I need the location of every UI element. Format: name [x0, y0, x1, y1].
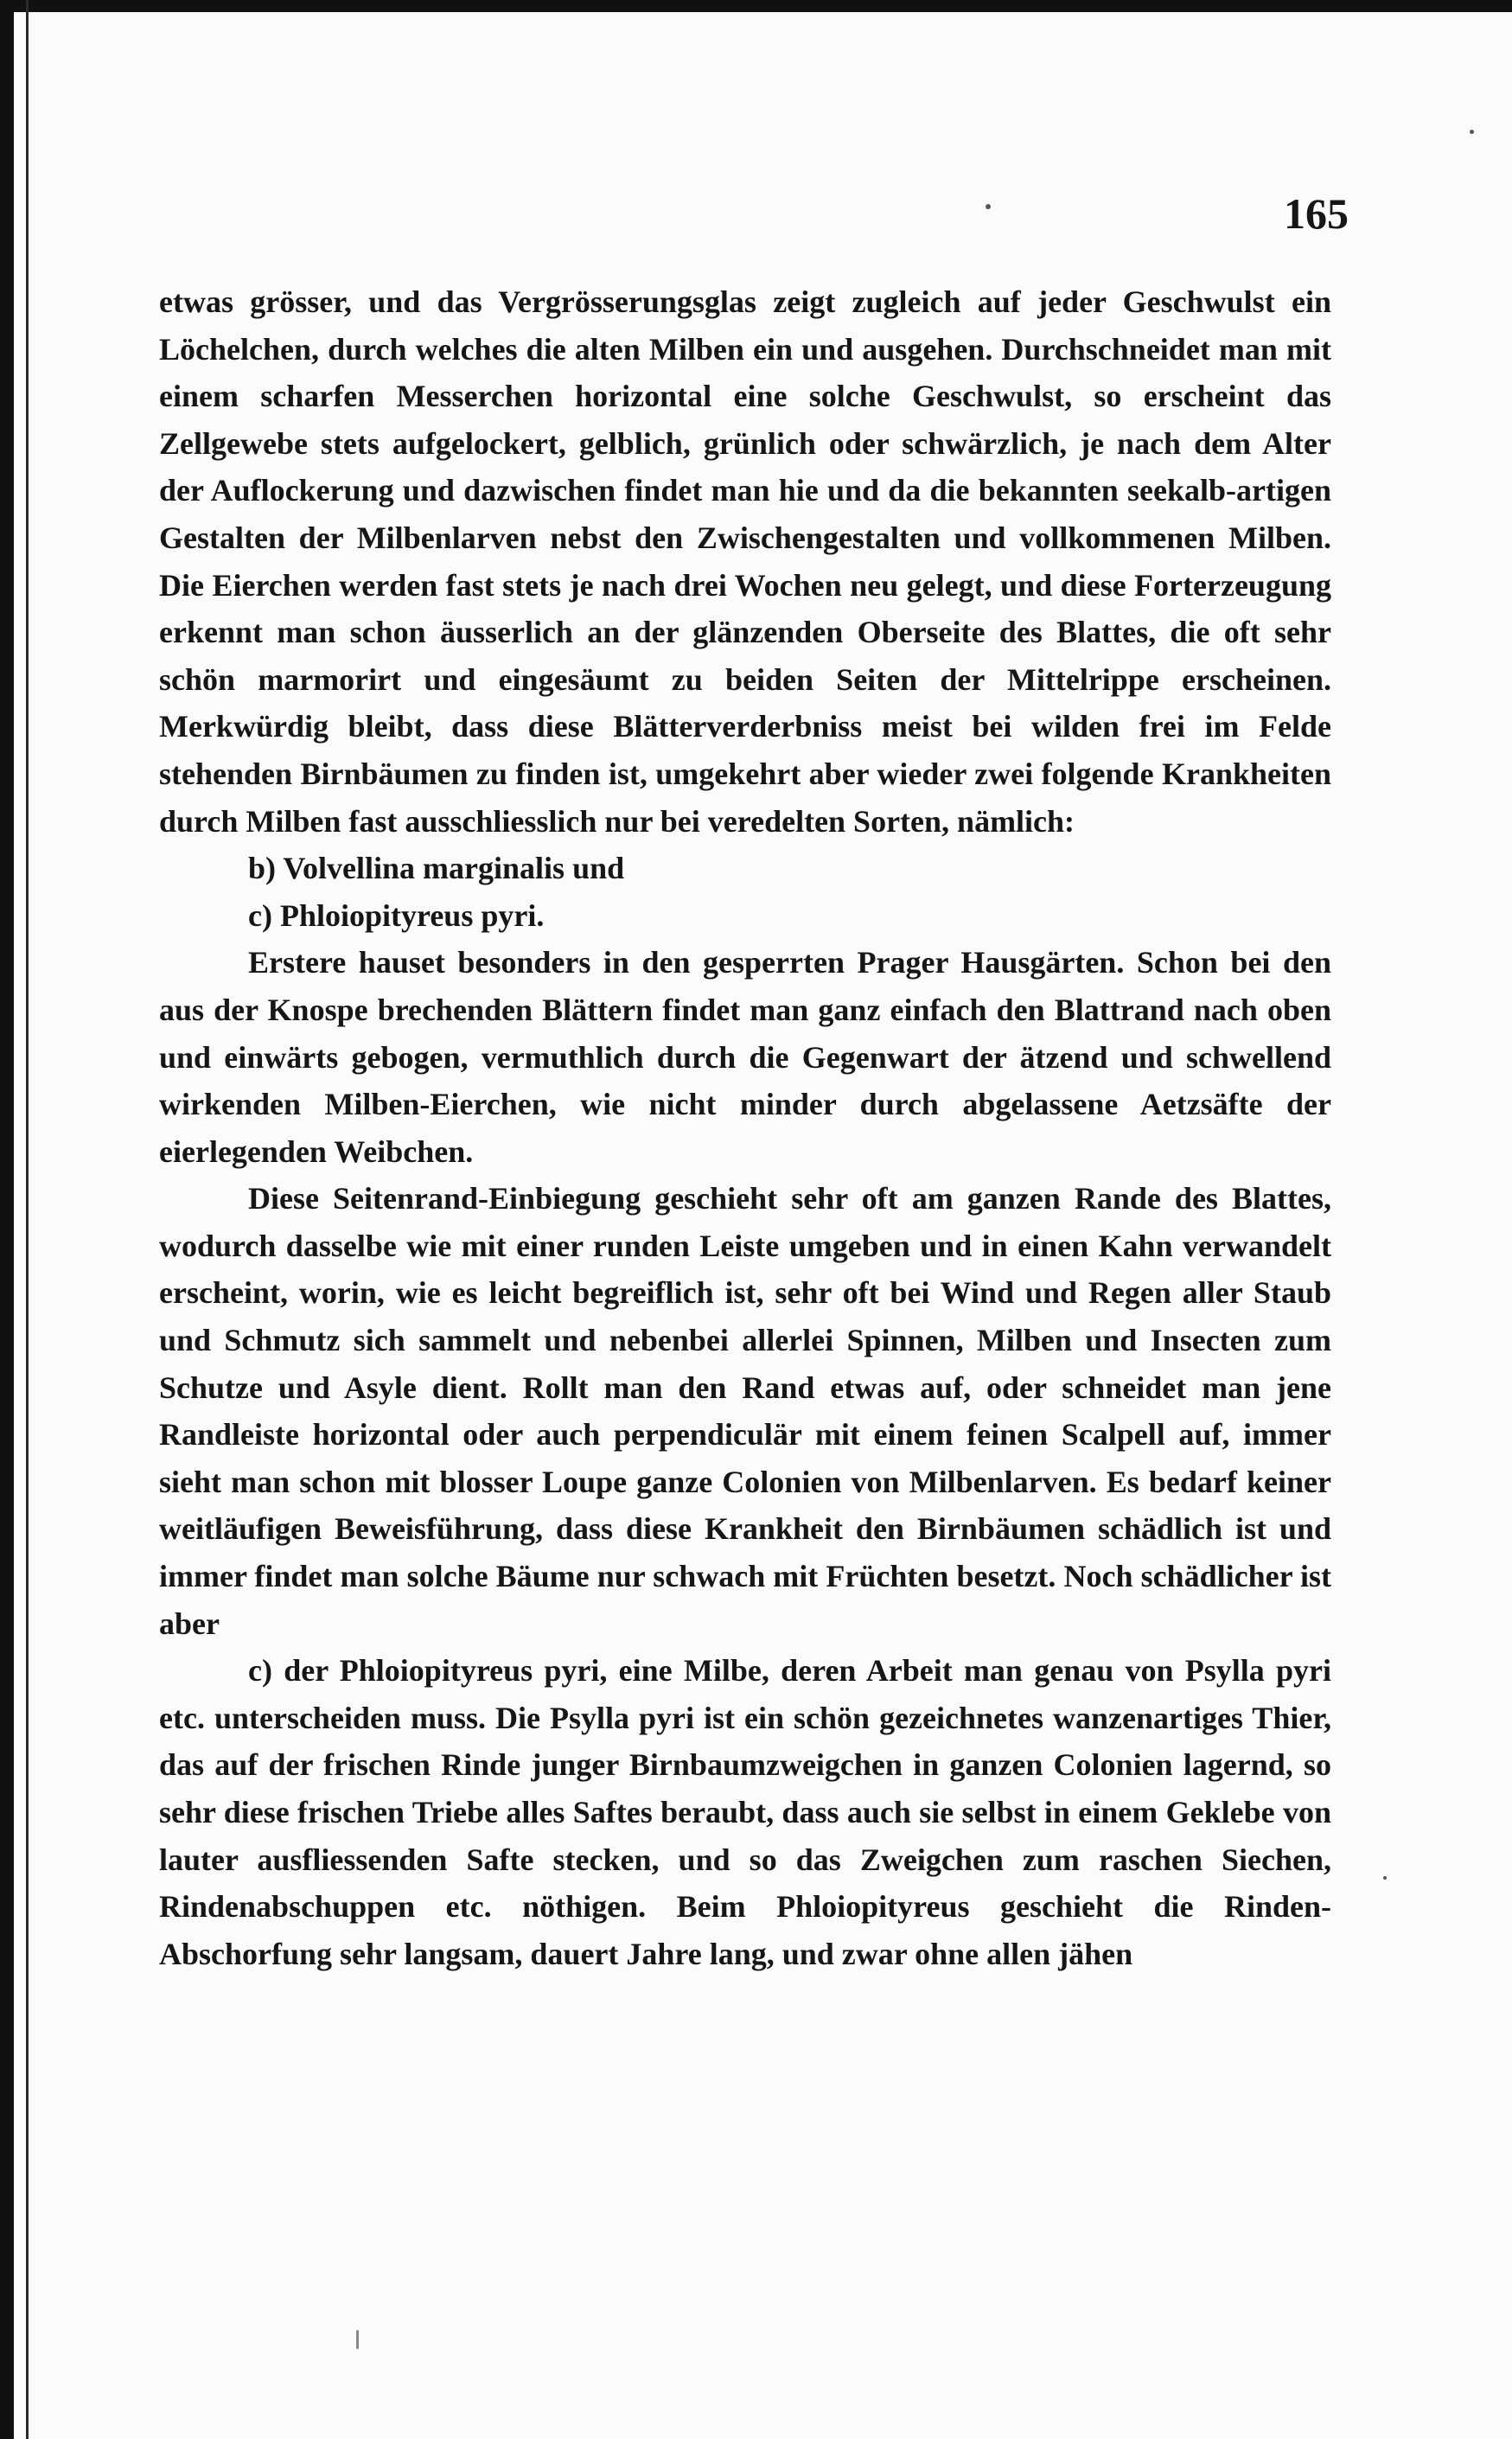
paragraph: Diese Seitenrand-Einbiegung geschieht sehr oft am ganzen Rande des Blattes, wodurch dasselbe wie mit einer runden Leiste umgeben und in einen Kahn verwandelt erscheint, worin, wie es leicht begreiflich ist, sehr oft bei Wind und Regen aller Staub und Schmutz sich sammelt und nebenbei allerlei Spinnen, Milben und Insecten zum Schutze und Asyle dient. Rollt man den Rand etwas auf, oder schneidet man jene Randleiste horizontal oder auch perpendiculär mit einem feinen Scalpell auf, immer sieht man schon mit blosser Loupe ganze Colonien von Milbenlarven. Es bedarf keiner weitläufigen Beweisführung, dass diese Krankheit den Birnbäumen schädlich ist und immer findet man solche Bäume nur schwach mit Früchten besetzt. Noch schädlicher ist aber — [159, 1181, 1331, 1641]
scan-speck — [1470, 130, 1474, 134]
list-item-c: c) Phloiopityreus pyri. — [248, 897, 545, 933]
scan-speck — [1383, 1876, 1387, 1880]
scan-border-top — [0, 0, 1512, 12]
paragraph: c) der Phloiopityreus pyri, eine Milbe, deren Arbeit man genau von Psylla pyri etc. unterscheiden muss. Die Psylla pyri ist ein schön gezeichnetes wanzenartiges Thier, das auf der frischen Rinde junger Birnbaumzweigchen in ganzen Colonien lagernd, so sehr diese frischen Triebe alles Saftes beraubt, dass auch sie selbst in einem Geklebe von lauter ausfliessenden Safte stecken, und so das Zweigchen zum raschen Siechen, Rindenabschuppen etc. nöthigen. Beim Phloiopityreus geschieht die Rinden-Abschorfung sehr langsam, dauert Jahre lang, und zwar ohne allen jähen — [159, 1653, 1331, 1971]
paragraph: Erstere hauset besonders in den gesperrten Prager Hausgärten. Schon bei den aus der Knospe brechenden Blättern findet man ganz einfach den Blattrand nach oben und einwärts gebogen, vermuthlich durch die Gegenwart der ätzend und schwellend wirkenden Milben-Eierchen, wie nicht minder durch abgelassene Aetzsäfte der eierlegenden Weibchen. — [159, 945, 1331, 1169]
page-number: 165 — [1284, 189, 1349, 238]
body-text — [159, 278, 1331, 1977]
scan-border-line — [26, 0, 29, 2439]
scan-speck — [986, 204, 991, 209]
scan-border-left — [0, 0, 14, 2439]
paragraph-continuation: etwas grösser, und das Vergrösserungsglas zeigt zugleich auf jeder Geschwulst ein Löchelchen, durch welches die alten Milben ein und ausgehen. Durchschneidet man mit einem scharfen Messerchen horizontal eine solche Geschwulst, so erscheint das Zellgewebe stets aufgelockert, gelblich, grünlich oder schwärzlich, je nach dem Alter der Auflockerung und dazwischen findet man hie und da die bekannten seekalb-artigen Gestalten der Milbenlarven nebst den Zwischengestalten und vollkommenen Milben. Die Eierchen werden fast stets je nach drei Wochen neu gelegt, und diese Forterzeugung erkennt man schon äusserlich an der glänzenden Oberseite des Blattes, die oft sehr schön marmorirt und eingesäumt zu beiden Seiten der Mittelrippe erscheinen. Merkwürdig bleibt, dass diese Blätterverderbniss meist bei wilden frei im Felde stehenden Birnbäumen zu finden ist, umgekehrt aber wieder zwei folgende Krankheiten durch Milben fast ausschliesslich nur bei veredelten Sorten, nämlich: — [159, 284, 1331, 839]
list-item-b: b) Volvellina marginalis und — [248, 851, 625, 886]
scan-speck — [356, 2330, 359, 2349]
